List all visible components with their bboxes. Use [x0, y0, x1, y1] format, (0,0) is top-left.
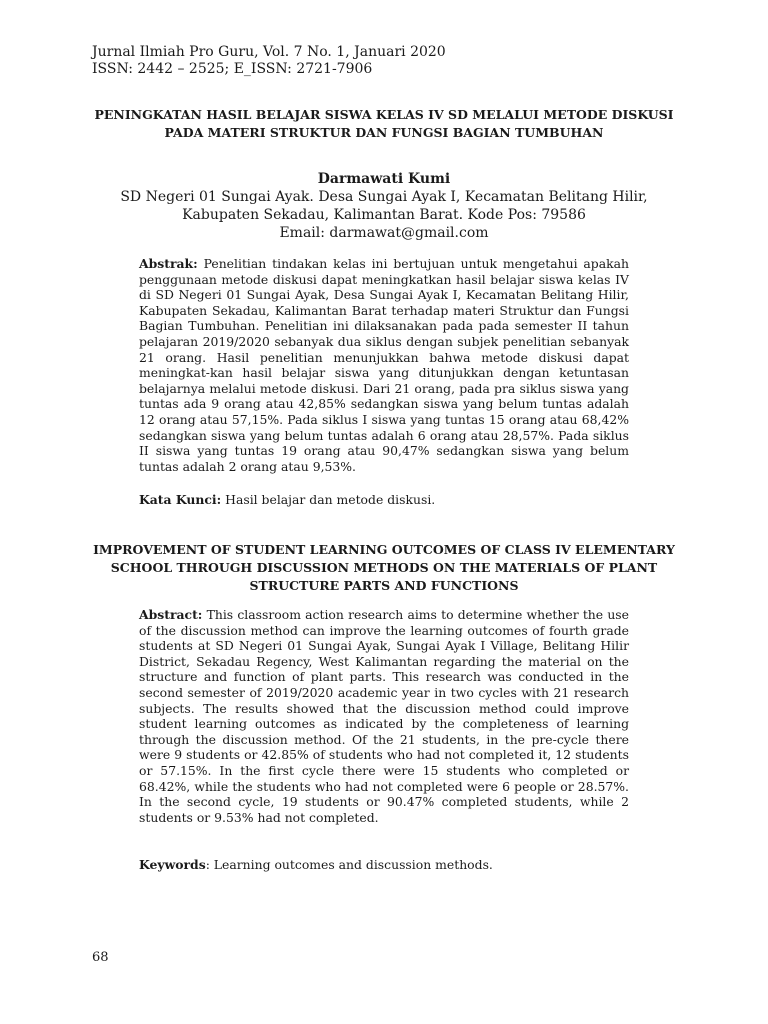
- author-block: [90, 170, 678, 242]
- keywords-en-label: Keywords: [139, 857, 206, 872]
- abstract-english: [139, 607, 629, 825]
- journal-citation: Jurnal Ilmiah Pro Guru, Vol. 7 No. 1, Januari 2020: [92, 44, 446, 60]
- keywords-id-label: Kata Kunci:: [139, 492, 222, 507]
- keywords-en-text: : Learning outcomes and discussion methods.: [205, 857, 493, 872]
- author-affiliation-line-1: SD Negeri 01 Sungai Ayak. Desa Sungai Ayak I, Kecamatan Belitang Hilir,: [120, 189, 648, 205]
- page-number: 68: [92, 950, 109, 965]
- abstract-id-text: Penelitian tindakan kelas ini bertujuan untuk mengetahui apakah penggunaan metode diskusi dapat meningkatkan hasil belajar siswa kelas IV di SD Negeri 01 Sungai Ayak, Desa Sungai Ayak I, Kecamatan Belitang Hilir, Kabupaten Sekadau, Kalimantan Barat terhadap materi Struktur dan Fungsi Bagian Tumbuhan. Penelitian ini dilaksanakan pada pada semester II tahun pelajaran 2019/2020 sebanyak dua siklus dengan subjek penelitian sebanyak 21 orang. Hasil penelitian menunjukkan bahwa metode diskusi dapat meningkat-kan hasil belajar siswa yang ditunjukkan dengan ketuntasan belajarnya melalui metode diskusi. Dari 21 orang, pada pra siklus siswa yang tuntas ada 9 orang atau 42,85% sedangkan siswa yang belum tuntas adalah 12 orang atau 57,15%. Pada siklus I siswa yang tuntas 15 orang atau 68,42% sedangkan siswa yang belum tuntas adalah 6 orang atau 28,57%. Pada siklus II siswa yang tuntas 19 orang atau 90,47% sedangkan siswa yang belum tuntas adalah 2 orang atau 9,53%.: [139, 256, 629, 474]
- author-affiliation-line-2: Kabupaten Sekadau, Kalimantan Barat. Kode Pos: 79586: [182, 207, 586, 223]
- journal-header: [92, 44, 446, 78]
- author-email: Email: darmawat@gmail.com: [279, 225, 489, 241]
- author-name: Darmawati Kumi: [317, 171, 451, 187]
- abstract-en-text: This classroom action research aims to determine whether the use of the discussion method can improve the learning outcomes of fourth grade students at SD Negeri 01 Sungai Ayak, Sungai Ayak I Village, Belitang Hilir District, Sekadau Regency, West Kalimantan regarding the material on the structure and function of plant parts. This research was conducted in the second semester of 2019/2020 academic year in two cycles with 21 research subjects. The results showed that the discussion method could improve student learning outcomes as indicated by the completeness of learning through the discussion method. Of the 21 students, in the pre-cycle there were 9 students or 42.85% of students who had not completed it, 12 students or 57.15%. In the first cycle there were 15 students who completed or 68.42%, while the students who had not completed were 6 people or 28.57%. In the second cycle, 19 students or 90.47% completed students, while 2 students or 9.53% had not completed.: [139, 607, 629, 825]
- keywords-indonesian: [139, 492, 629, 508]
- abstract-indonesian: [139, 256, 629, 474]
- paper-title-english: [90, 541, 678, 595]
- title-en-line-3: STRUCTURE PARTS AND FUNCTIONS: [249, 578, 519, 593]
- paper-title-indonesian: [90, 106, 678, 142]
- journal-issn: ISSN: 2442 – 2525; E_ISSN: 2721-7906: [92, 61, 373, 77]
- abstract-id-label: Abstrak:: [139, 256, 198, 271]
- title-id-line-2: PADA MATERI STRUKTUR DAN FUNGSI BAGIAN TUMBUHAN: [164, 125, 604, 140]
- keywords-id-text: Hasil belajar dan metode diskusi.: [221, 492, 436, 507]
- title-en-line-2: SCHOOL THROUGH DISCUSSION METHODS ON THE MATERIALS OF PLANT: [110, 560, 658, 575]
- title-id-line-1: PENINGKATAN HASIL BELAJAR SISWA KELAS IV SD MELALUI METODE DISKUSI: [94, 107, 674, 122]
- title-en-line-1: IMPROVEMENT OF STUDENT LEARNING OUTCOMES OF CLASS IV ELEMENTARY: [93, 542, 675, 557]
- abstract-en-label: Abstract:: [139, 607, 203, 622]
- keywords-english: [139, 857, 629, 873]
